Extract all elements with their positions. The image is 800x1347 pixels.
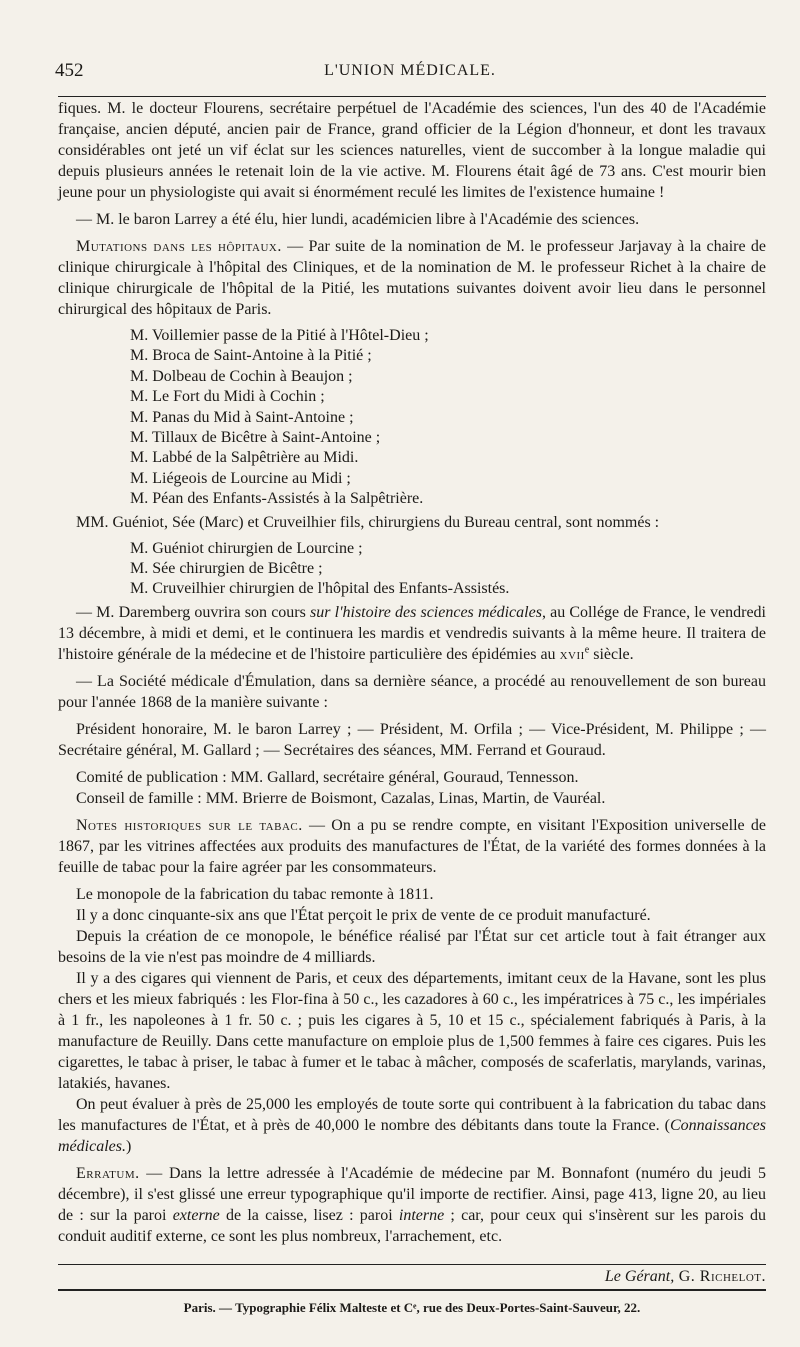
article-body [58,98,766,1253]
gerant-name: G. Richelot. [674,1268,766,1285]
erratum-text-a: — Dans la lettre adressée à l'Académie de médecine par M. Bonnafont (numéro du jeudi 5 décembre), il s'est glissé une erreur typographique qu'il importe de rectifier. Ainsi, page 413, ligne 20, au lieu de : sur la paroi [58,1164,766,1224]
list-item: M. Liégeois de Lourcine au Midi ; [130,469,351,487]
list-item: M. Voillemier passe de la Pitié à l'Hôtel-Dieu ; [130,327,429,344]
gerant-label: Le Gérant, [604,1268,675,1285]
daremberg-text-b: , au Collége de France, le vendredi 13 décembre, à midi et demi, et le continuera les mardis et vendredis suivants à la même heure. Il traitera de l'histoire générale de la médecine et de l'histoire particulière des épidémies au [58,603,766,663]
gerant-signature [58,1265,766,1289]
paragraph-societe: — La Société médicale d'Émulation, dans sa dernière séance, a procédé au renouvellement de son bureau pour l'année 1868 de la manière suivante : [58,672,766,711]
paragraph-president: Président honoraire, M. le baron Larrey ; — Président, M. Orfila ; — Vice-Président, M. Philippe ; — Secrétaire général, M. Gallard ; — Secrétaires des séances, MM. Ferrand et Gouraud. [58,720,766,759]
employes-source: Connaissances médicales. [58,1116,766,1155]
paragraph-tabac [58,815,766,878]
paragraph-comite: Comité de publication : MM. Gallard, secrétaire général, Gouraud, Tennesson. [76,768,579,786]
gerant-rule-bottom [58,1289,766,1291]
mutations-heading: Mutations dans les hôpitaux. [76,238,282,255]
mutations-text: — Par suite de la nomination de M. le professeur Jarjavay à la chaire de clinique chirurgicale à l'hôpital des Cliniques, et de la nomination de M. le professeur Richet à la chaire de clinique chirurgicale de l'hôpital de la Pitié, les mutations suivantes doivent avoir lieu dans le personnel chirurgical des hôpitaux de Paris. [58,238,766,318]
daremberg-text-c: siècle. [589,645,634,663]
paragraph-erratum [58,1163,766,1247]
list-item: M. Labbé de la Salpêtrière au Midi. [130,449,359,467]
header-rule [58,96,766,97]
page-number: 452 [55,60,84,81]
list-item: M. Tillaux de Bicêtre à Saint-Antoine ; [130,429,381,447]
paragraph-daremberg [58,602,766,665]
daremberg-course-title: sur l'histoire des sciences médicales [310,603,542,621]
list-item: M. Panas du Mid à Saint-Antoine ; [130,408,354,426]
list-item: M. Dolbeau de Cochin à Beaujon ; [130,367,353,385]
paragraph-larrey: — M. le baron Larrey a été élu, hier lundi, académicien libre à l'Académie des sciences. [76,211,640,228]
running-head: L'UNION MÉDICALE. [324,62,496,79]
erratum-externe: externe [172,1206,220,1224]
paragraph-cigares: Il y a des cigares qui viennent de Paris, et ceux des départements, imitant ceux de la Havane, sont les plus chers et les mieux fabriqués : les Flor-fina à 50 c., les cazadores à 60 c., les impératrices à 75 c., les impériales à 1 fr., les napoleones à 1 fr. 50 c. ; puis les cigares à 5, 10 et 15 c., spécialement fabriqués à Paris, à la manufacture de Reuilly. Dans cette manufacture on emploie plus de 1,500 femmes à faire ces cigares. Puis les cigarettes, le tabac à priser, le tabac à fumer et le tabac à mâcher, composés de scaferlatis, marylands, varinas, latakiés, havanes. [58,969,766,1092]
daremberg-century: xvii [559,645,585,663]
list-item: M. Péan des Enfants-Assistés à la Salpêtrière. [130,490,424,508]
list-item: M. Cruveilhier chirurgien de l'hôpital des Enfants-Assistés. [130,580,510,598]
tabac-heading: Notes historiques sur le tabac. [76,816,303,834]
gerant-block [58,1264,766,1291]
paragraph-benefice: Depuis la création de ce monopole, le bénéfice réalisé par l'État sur cet article tout à fait étranger aux besoins de la vie n'est pas moindre de 4 milliards. [58,927,766,966]
paragraph-flourens: fiques. M. le docteur Flourens, secrétaire perpétuel de l'Académie des sciences, l'un des 40 de l'Académie française, ancien député, ancien pair de France, grand officier de la Légion d'honneur, et dont les travaux considérables ont jeté un vif éclat sur les sciences naturelles, vient de succomber à la longue maladie qui depuis plusieurs années le retenait loin de la vie active. M. Flourens était âgé de 73 ans. C'est mourir bien jeune pour un physiologiste qui avait si énormément reculé les limites de l'existence humaine ! [58,100,766,201]
daremberg-century-sup: e [584,644,590,656]
paragraph-employes [58,1094,766,1157]
erratum-heading: Erratum. [76,1164,140,1182]
mutations-list [58,326,766,510]
paragraph-cinquante: Il y a donc cinquante-six ans que l'État perçoit le prix de vente de ce produit manufacturé. [76,906,651,924]
page-header [55,58,765,88]
daremberg-text-a: — M. Daremberg ouvrira son cours [76,603,311,621]
list-item: M. Broca de Saint-Antoine à la Pitié ; [130,347,372,365]
paragraph-conseil: Conseil de famille : MM. Brierre de Boismont, Cazalas, Linas, Martin, de Vauréal. [76,789,606,807]
tabac-text: — On a pu se rendre compte, en visitant l'Exposition universelle de 1867, par les vitrines affectées aux produits des manufactures de l'État, de la variété des formes données à la feuille de tabac pour la faire agréer par les consommateurs. [58,816,766,876]
list-item: M. Guéniot chirurgien de Lourcine ; [130,539,363,557]
erratum-text-c: ; car, pour ceux qui s'insèrent sur les parois du conduit auditif externe, ce sont les plus nombreux, l'arrachement, etc. [58,1206,767,1245]
list-item: M. Le Fort du Midi à Cochin ; [130,388,325,406]
list-item: M. Sée chirurgien de Bicêtre ; [130,560,323,578]
paragraph-nommes: MM. Guéniot, Sée (Marc) et Cruveilhier fils, chirurgiens du Bureau central, sont nommés : [76,513,660,531]
nommes-list [58,539,766,600]
paragraph-monopole: Le monopole de la fabrication du tabac remonte à 1811. [76,885,434,903]
employes-text-b: ) [125,1137,132,1155]
erratum-text-b: de la caisse, lisez : paroi [219,1206,399,1224]
erratum-interne: interne [398,1206,445,1224]
employes-text-a: On peut évaluer à près de 25,000 les employés de toute sorte qui contribuent à la fabrication du tabac dans les manufactures de l'État, et à près de 40,000 le nombre des débitants dans toute la France. ( [58,1095,766,1134]
paragraph-mutations [58,236,766,320]
printer-imprint: Paris. — Typographie Félix Malteste et Cᵉ, rue des Deux-Portes-Saint-Sauveur, 22. [183,1300,641,1315]
